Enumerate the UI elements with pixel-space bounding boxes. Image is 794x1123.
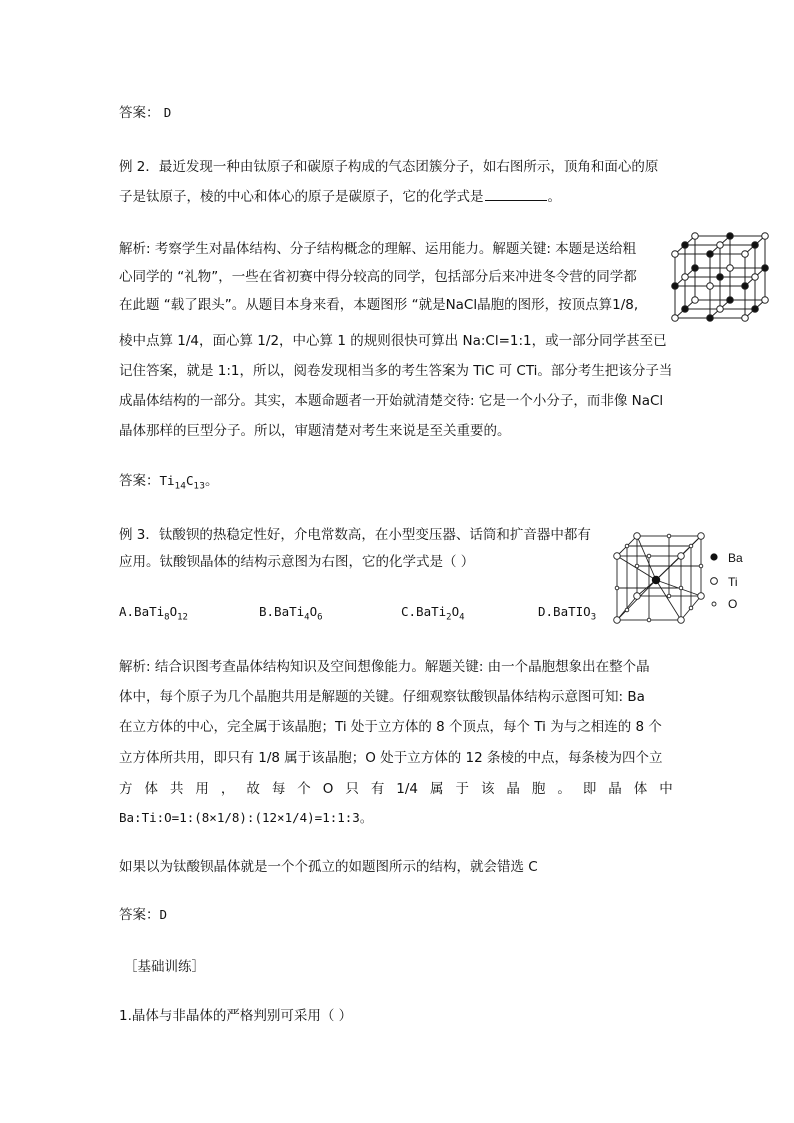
analysis-2-line: 心同学的 “礼物”，一些在省初赛中得分较高的同学，包括部分后来冲进冬令营的同学都 <box>119 269 637 285</box>
analysis-3-line: 在立方体的中心，完全属于该晶胞；Ti 处于立方体的 8 个顶点，每个 Ti 为与之相连的 8 个 <box>119 719 662 735</box>
analysis-2-line: 在此题 “载了跟头”。从题目本身来看，本题图形 “就是NaCl晶胞的图形，按顶点算1/8, <box>119 297 639 313</box>
section-heading: ［基础训练］ <box>124 959 205 975</box>
ba-legend-marker <box>709 552 719 562</box>
answer-label: 答案： <box>119 907 160 923</box>
legend-o: O <box>728 597 738 611</box>
analysis-3-justified-line: 方 体 共 用 ， 故 每 个 O 只 有 1/4 属 于 该 晶 胞 。 即 晶 体 中 <box>119 781 673 797</box>
subscript: 14 <box>174 481 187 492</box>
example-3-line-2: 应用。钛酸钡晶体的结构示意图为右图，它的化学式是（ ） <box>119 554 475 570</box>
answer-1 <box>119 106 171 120</box>
example-3-line-1: 例 3．钛酸钡的热稳定性好，介电常数高，在小型变压器、话筒和扩音器中都有 <box>119 527 591 543</box>
barium-titanate-cell-figure <box>611 532 707 626</box>
analysis-2-line: 晶体那样的巨型分子。所以，审题清楚对考生来说是至关重要的。 <box>119 423 511 439</box>
option-c[interactable]: $C.BaTi_2O_4$ <box>401 604 465 623</box>
answer-3 <box>119 908 167 922</box>
example-2-line-1: 例 2．最近发现一种由钛原子和碳原子构成的气态团簇分子，如右图所示，顶角和面心的原 <box>119 159 659 175</box>
legend-ba: Ba <box>728 551 743 565</box>
example-2-text: 子是钛原子，棱的中心和体心的原子是碳原子，它的化学式是 <box>119 189 484 205</box>
answer-2 <box>119 474 219 494</box>
formula-c: C <box>186 473 194 488</box>
o-legend-marker <box>709 599 719 609</box>
analysis-2-line: 棱中点算 1/4，面心算 1/2，中心算 1 的规则很快可算出 Na:Cl=1:1，或一部分同学甚至已 <box>119 333 667 349</box>
option-a[interactable]: $A.BaTi_8O_{12}$ <box>119 604 188 623</box>
ti-legend-marker <box>709 576 719 586</box>
example-2-line-2 <box>119 188 561 204</box>
subscript: 13 <box>193 481 205 492</box>
question-1: 1.晶体与非晶体的严格判别可采用（ ） <box>119 1008 353 1024</box>
analysis-3-line: 解析: 结合识图考查晶体结构知识及空间想像能力。解题关键: 由一个晶胞想象出在整个晶 <box>119 659 650 675</box>
answer-blank <box>485 188 547 201</box>
answer-value: D <box>159 907 168 922</box>
option-d[interactable]: D.BaTIO$_3$ <box>538 604 597 623</box>
answer-label: 答案： <box>119 473 160 489</box>
answer-value: D <box>163 105 172 120</box>
analysis-2-line: 成晶体结构的一部分。其实，本题命题者一开始就清楚交待: 它是一个小分子，而非像 NaCl <box>119 393 664 409</box>
analysis-2-line: 解析: 考察学生对晶体结构、分子结构概念的理解、运用能力。解题关键: 本题是送给粗 <box>119 241 637 257</box>
legend-ti: Ti <box>728 575 738 589</box>
formula-ti: Ti <box>159 473 175 488</box>
example-2-end: 。 <box>547 189 561 205</box>
analysis-3-line: 体中，每个原子为几个晶胞共用是解题的关键。仔细观察钛酸钡晶体结构示意图可知: Ba <box>119 689 645 705</box>
ratio-line: Ba:Ti:O=1:(8×1/8):(12×1/4)=1:1:3。 <box>119 810 373 825</box>
analysis-2-line: 记住答案，就是 1:1，所以，阅卷发现相当多的考生答案为 TiC 可 CTi。部分考生把该分子当 <box>119 363 673 379</box>
period: 。 <box>205 473 219 489</box>
wrong-answer-note: 如果以为钛酸钡晶体就是一个个孤立的如题图所示的结构，就会错选 C <box>119 859 538 875</box>
answer-label: 答案： <box>119 105 160 121</box>
titanium-carbide-cluster-figure <box>671 230 771 324</box>
analysis-3-line: 立方体所共用，即只有 1/8 属于该晶胞；O 处于立方体的 12 条棱的中点，每条棱为四个立 <box>119 750 663 766</box>
option-b[interactable]: $B.BaTi_4O_6$ <box>259 604 323 623</box>
